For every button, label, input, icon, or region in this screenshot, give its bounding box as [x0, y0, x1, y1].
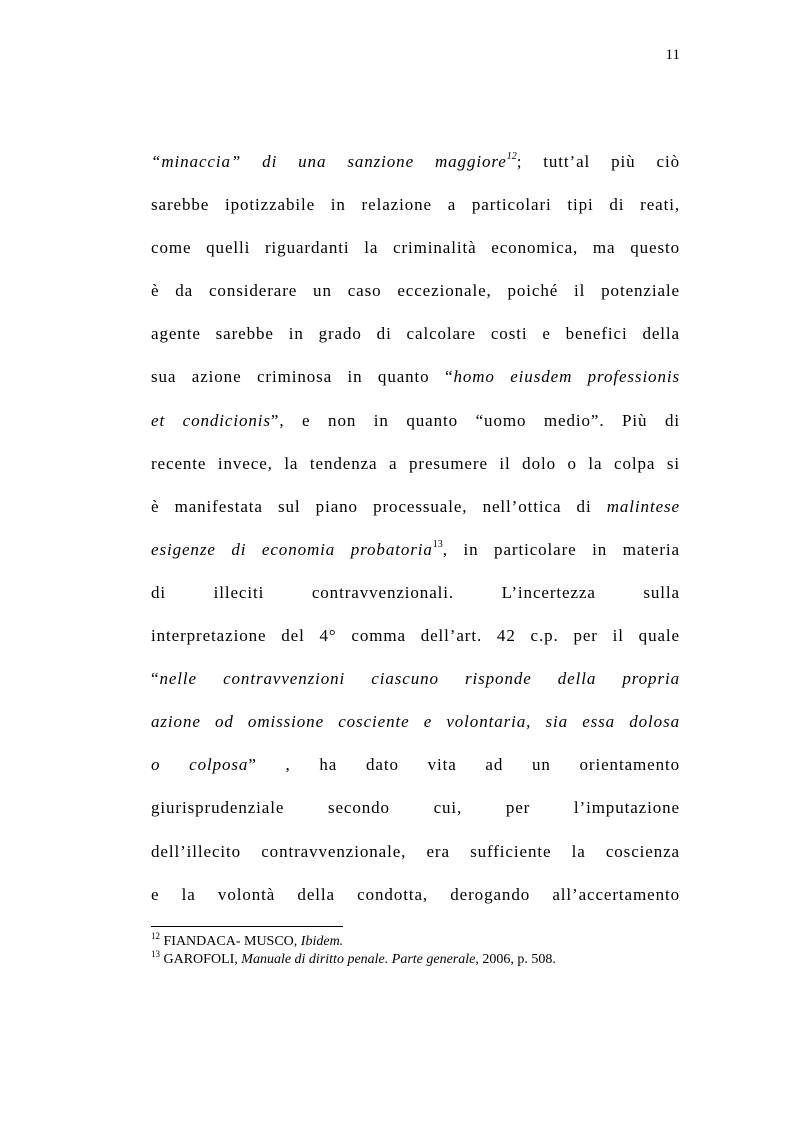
text-line: [151, 873, 680, 916]
text-run: come quelli riguardanti la criminalità economica, ma questo: [151, 238, 680, 258]
page-number: 11: [665, 47, 680, 63]
footnotes: [151, 933, 556, 968]
text-run: ”, e non in quanto “uomo medio”. Più di: [270, 410, 681, 430]
text-run: è da considerare un caso eccezionale, poiché il potenziale: [151, 281, 680, 301]
footnote-ref: 12: [151, 931, 160, 941]
text-run: sua azione criminosa in quanto “: [151, 367, 454, 387]
text-run: giurisprudenziale secondo cui, per l’imputazione: [151, 798, 680, 818]
text-line: [151, 528, 680, 571]
text-run: homo eiusdem professionis: [453, 367, 681, 387]
text-run: malintese: [606, 496, 680, 516]
text-line: [151, 571, 680, 614]
text-run: o colposa: [151, 755, 249, 775]
text-line: [151, 700, 680, 743]
text-line: [151, 183, 680, 226]
text-run: Ibidem.: [300, 934, 344, 949]
text-line: [151, 830, 680, 873]
text-line: [151, 485, 680, 528]
footnote: [151, 948, 556, 969]
text-run: interpretazione del 4° comma dell’art. 42 c.p. per il quale: [151, 626, 680, 646]
footnote-ref: 13: [432, 538, 443, 550]
text-line: [151, 614, 680, 657]
text-run: azione od omissione cosciente e volontaria, sia essa dolosa: [151, 712, 680, 732]
text-run: et condicionis: [151, 410, 271, 430]
text-run: , in particolare in materia: [442, 539, 680, 559]
text-run: recente invece, la tendenza a presumere il dolo o la colpa si: [151, 453, 680, 473]
text-line: [151, 226, 680, 269]
text-run: di illeciti contravvenzionali. L’incertezza sulla: [151, 582, 680, 602]
text-line: [151, 355, 680, 398]
text-run: ; tutt’al più ciò: [516, 152, 680, 171]
footnote-separator: [151, 926, 343, 927]
footnote-ref: 13: [151, 948, 160, 959]
text-run: “minaccia” di una sanzione maggiore: [151, 152, 507, 171]
body-text: [151, 140, 680, 916]
text-line: [151, 140, 680, 183]
text-run: ” , ha dato vita ad un orientamento: [248, 755, 681, 775]
text-run: dell’illecito contravvenzionale, era sufficiente la coscienza: [151, 841, 680, 861]
text-line: [151, 786, 680, 829]
text-run: è manifestata sul piano processuale, nell’ottica di: [151, 496, 607, 516]
text-line: [151, 743, 680, 786]
text-run: GAROFOLI,: [160, 951, 242, 967]
text-line: [151, 399, 680, 442]
text-line: [151, 442, 680, 485]
text-run: agente sarebbe in grado di calcolare costi e benefici della: [151, 324, 680, 344]
text-line: [151, 269, 680, 312]
text-run: sarebbe ipotizzabile in relazione a particolari tipi di reati,: [151, 195, 680, 215]
footnote: [151, 933, 556, 951]
text-run: e la volontà della condotta, derogando all’accertamento: [151, 884, 680, 904]
text-line: [151, 312, 680, 355]
text-run: Manuale di diritto penale. Parte generale: [241, 951, 476, 967]
text-run: nelle contravvenzioni ciascuno risponde della propria: [159, 669, 680, 689]
text-run: “: [151, 669, 160, 689]
footnote-ref: 12: [506, 151, 517, 162]
text-line: [151, 657, 680, 700]
text-run: , 2006, p. 508.: [475, 951, 556, 967]
text-run: FIANDACA- MUSCO,: [160, 934, 301, 949]
text-run: esigenze di economia probatoria: [151, 539, 433, 559]
